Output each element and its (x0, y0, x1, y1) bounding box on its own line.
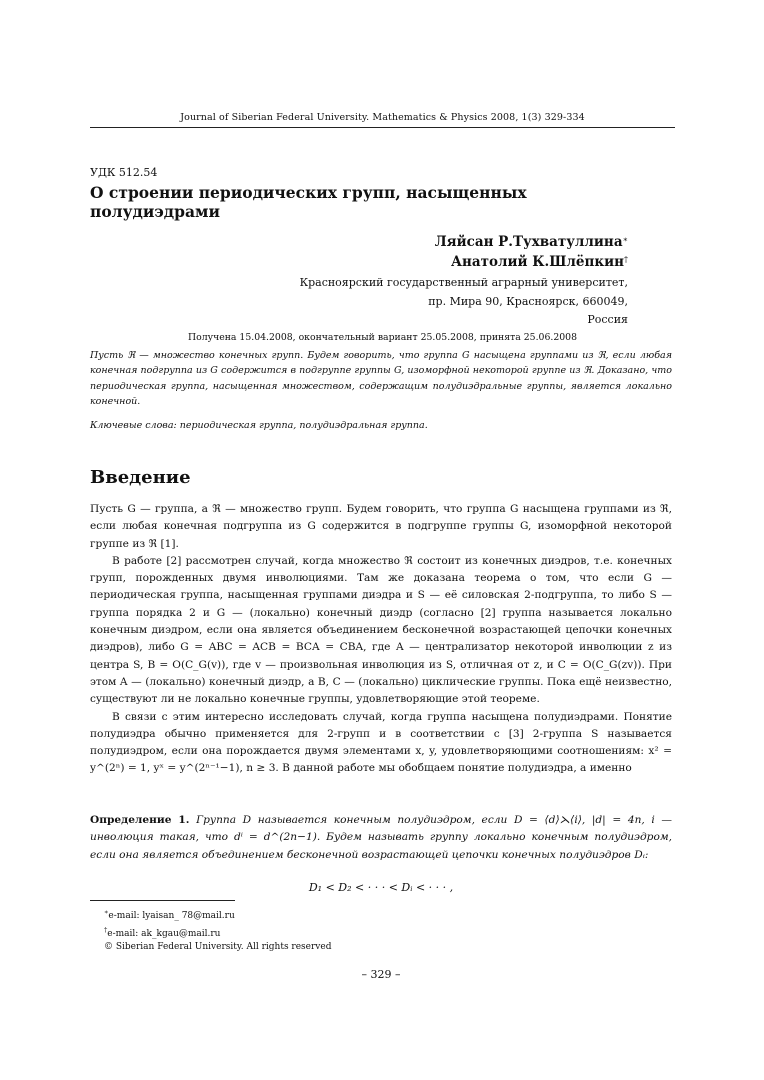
received-dates: Получена 15.04.2008, окончательный вариант 25.05.2008, принята 25.06.2008 (188, 332, 577, 343)
journal-header: Journal of Siberian Federal University. Mathematics & Physics 2008, 1(3) 329-334 (180, 112, 585, 123)
udc-code: УДК 512.54 (90, 166, 158, 179)
affiliation-line: Россия (587, 313, 628, 326)
footnote (104, 924, 331, 942)
author-2 (300, 252, 628, 272)
affiliation (300, 274, 628, 330)
footnote-mark: ∗ (104, 908, 109, 916)
definition-text: Группа D называется конечным полудиэдром, если D = ⟨d⟩⋋⟨i⟩, |d| = 4n, i — инволюция такая, что dⁱ = d^(2n−1). Будем называть группу локально конечным полудиэдром, если она является объединением бесконечной возрастающей цепочки конечных полудиэдров Dᵢ: (90, 814, 672, 861)
footnotes (104, 906, 331, 955)
footnote-mark: † (104, 925, 108, 934)
paragraph: В связи с этим интересно исследовать случай, когда группа насыщена полудиэдрами. Понятие полудиэдра обычно применяется для 2-групп и в соответствии с [3] 2-группа S называется полудиэдром, если она порождается двумя элементами x, y, удовлетворяющими соотношениям: x² = y^(2ⁿ) = 1, yˣ = y^(2ⁿ⁻¹−1), n ≥ 3. В данной работе мы обобщаем понятие полудиэдра, а именно (90, 710, 672, 775)
body-text (90, 501, 672, 778)
abstract: Пусть ℜ — множество конечных групп. Будем говорить, что группа G насыщена группами из ℜ, если любая конечная подгруппа из G содержится в подгруппе группы G, изоморфной некоторой группе из ℜ. Доказано, что периодическая группа, насыщенная множеством, содержащим полудиэдральные группы, является локально конечной. (90, 350, 672, 408)
definition-block (90, 812, 672, 864)
footnote-rule (90, 900, 235, 901)
keywords: Ключевые слова: периодическая группа, полудиэдральная группа. (90, 420, 428, 431)
footnote-mark: ∗ (622, 235, 628, 244)
author-name: Анатолий К.Шлёпкин (451, 254, 624, 270)
affiliation-line: пр. Мира 90, Красноярск, 660049, (428, 294, 628, 308)
affiliation-line: Красноярский государственный аграрный университет, (299, 276, 628, 289)
footnote-text: e-mail: lyaisan_ 78@mail.ru (108, 911, 235, 921)
footnote (104, 906, 331, 924)
paragraph: В работе [2] рассмотрен случай, когда множество ℜ состоит из конечных диэдров, т.е. конечных групп, порожденных двумя инволюциями. Там же доказана теорема о том, что если G — периодическая группа, насыщенная группами диэдра и S — её силовская 2-подгруппа, то либо S — группа порядка 2 и G — (локально) конечный диэдр (согласно [2] группа называется локально конечным диэдром, если она является объединением бесконечной возрастающей цепочки конечных диэдров), либо G = ABC = ACB = BCA = CBA, где A — централизатор некоторой инволюции z из центра S, B = O(C_G(v)), где v — произвольная инволюция из S, отличная от z, и C = O(C_G(zv)). При этом A — (локально) конечный диэдр, а B, C — (локально) циклические группы. Пока ещё неизвестно, существуют ли не локально конечные группы, удовлетворяющие этой теореме. (90, 554, 672, 706)
header-rule (90, 127, 675, 128)
section-title: Введение (90, 467, 191, 488)
authors-block (300, 232, 628, 330)
page-number: – 329 – (361, 968, 401, 981)
footnote-mark: † (624, 255, 628, 264)
formula: D₁ < D₂ < · · · < Dᵢ < · · · , (308, 881, 454, 894)
paper-title: О строении периодических групп, насыщенных полудиэдрами (90, 183, 527, 221)
definition-label: Определение 1. (90, 814, 190, 826)
paragraph: Пусть G — группа, а ℜ — множество групп. Будем говорить, что группа G насыщена группами из ℜ, если любая конечная подгруппа из G содержится в подгруппе группы G, изоморфной некоторой группе из ℜ [1]. (90, 503, 672, 550)
footnote-text: © Siberian Federal University. All rights reserved (104, 942, 332, 952)
footnote-text: e-mail: ak_kgau@mail.ru (107, 928, 221, 939)
author-name: Ляйсан Р.Тухватуллина (434, 234, 623, 250)
footnote (104, 941, 331, 955)
author-1 (300, 232, 628, 252)
